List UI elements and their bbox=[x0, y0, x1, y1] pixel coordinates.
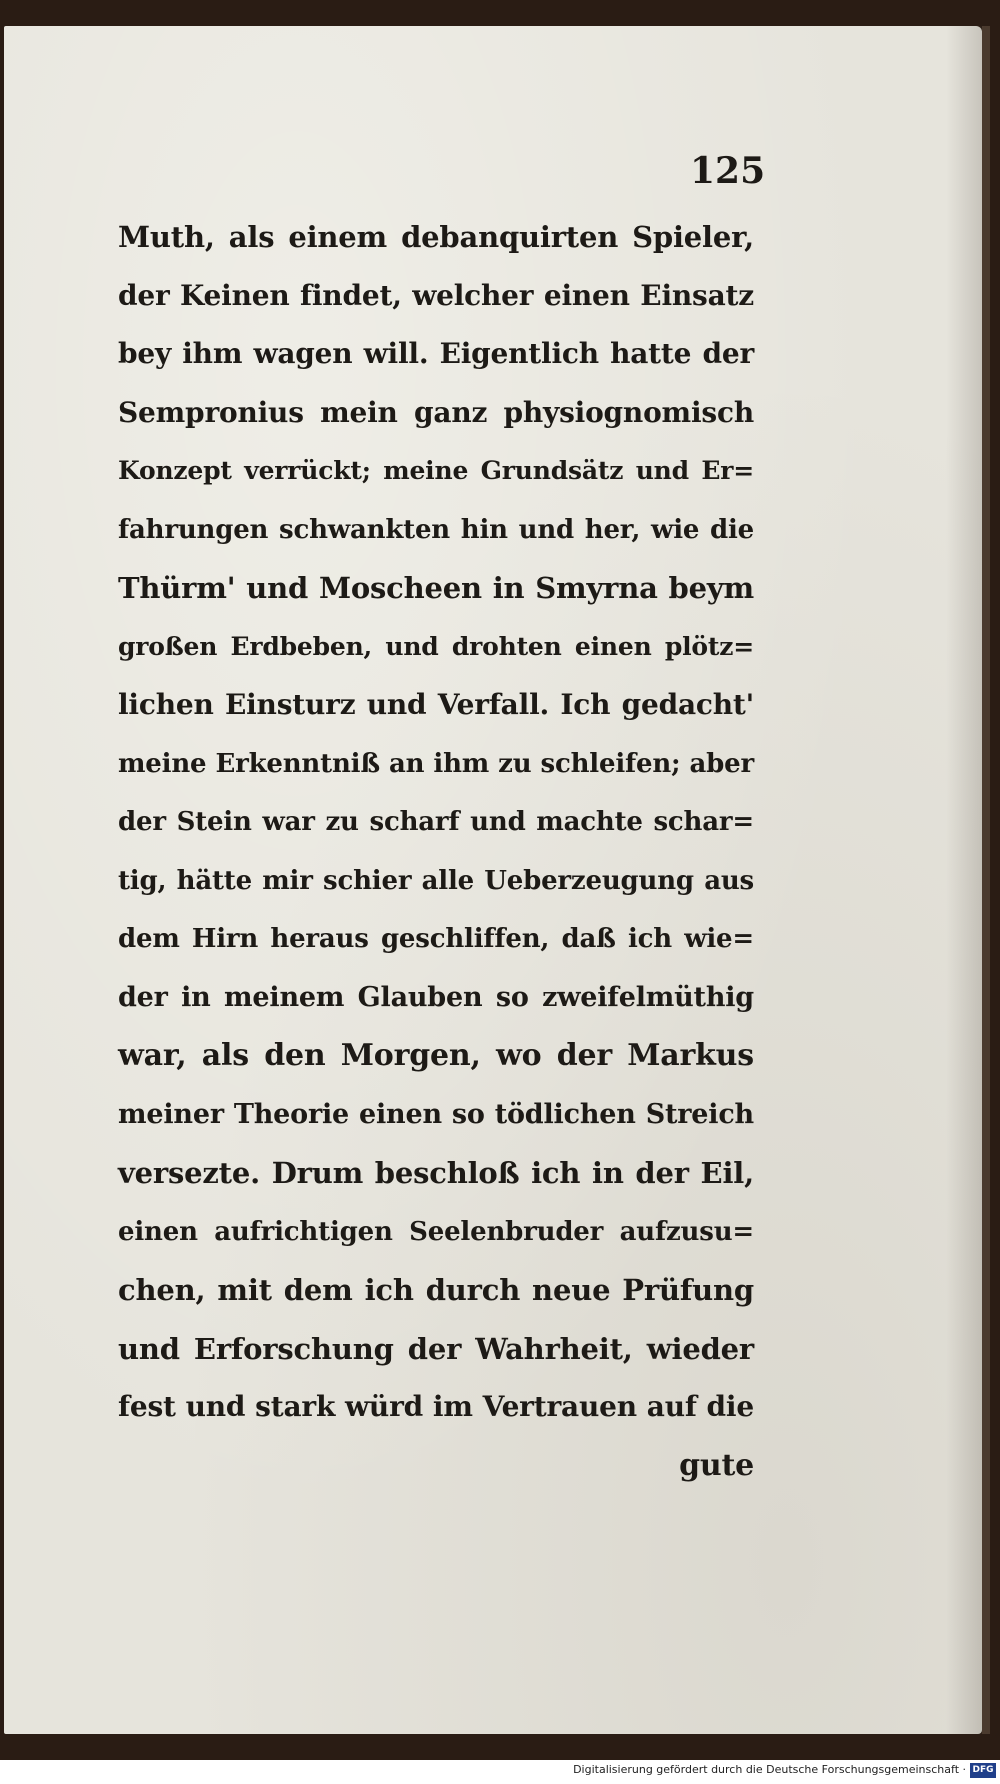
text-line: Sempronius mein ganz physiognomisch bbox=[118, 395, 754, 429]
page-edge bbox=[982, 26, 990, 1734]
text-line: der Keinen findet, welcher einen Einsatz bbox=[118, 278, 754, 312]
catchword: gute bbox=[679, 1447, 754, 1483]
text-line: chen, mit dem ich durch neue Prüfung bbox=[118, 1273, 754, 1307]
page-shadow bbox=[946, 26, 982, 1734]
text-line: war, als den Morgen, wo der Markus bbox=[118, 1038, 754, 1073]
page-text bbox=[118, 208, 754, 1495]
dfg-logo: DFG bbox=[970, 1763, 996, 1778]
digitization-footer bbox=[0, 1760, 1000, 1784]
text-line: einen aufrichtigen Seelenbruder aufzusu= bbox=[118, 1216, 754, 1247]
text-line: dem Hirn heraus geschliffen, daß ich wie= bbox=[118, 924, 754, 954]
text-line: Muth, als einem debanquirten Spieler, bbox=[118, 220, 754, 254]
text-line: Konzept verrückt; meine Grundsätz und Er= bbox=[118, 456, 754, 485]
text-line: der Stein war zu scharf und machte schar= bbox=[118, 807, 754, 837]
text-line: und Erforschung der Wahrheit, wieder bbox=[118, 1331, 754, 1366]
text-line: meine Erkenntniß an ihm zu schleifen; aber bbox=[118, 748, 754, 779]
text-line: fahrungen schwankten hin und her, wie die bbox=[118, 514, 754, 545]
text-line: Thürm' und Moscheen in Smyrna beym bbox=[118, 571, 754, 605]
text-line: großen Erdbeben, und drohten einen plötz= bbox=[118, 631, 754, 661]
text-line: meiner Theorie einen so tödlichen Streich bbox=[118, 1098, 754, 1130]
page-number: 125 bbox=[690, 150, 766, 192]
text-line: lichen Einsturz und Verfall. Ich gedacht' bbox=[118, 688, 754, 721]
text-line: fest und stark würd im Vertrauen auf die bbox=[118, 1390, 754, 1423]
text-line: versezte. Drum beschloß ich in der Eil, bbox=[118, 1156, 754, 1190]
text-line: bey ihm wagen will. Eigentlich hatte der bbox=[118, 337, 754, 370]
text-line: tig, hätte mir schier alle Ueberzeugung aus bbox=[118, 865, 754, 896]
funding-notice: Digitalisierung gefördert durch die Deutsche Forschungsgemeinschaft · bbox=[573, 1763, 966, 1776]
text-line: der in meinem Glauben so zweifelmüthig bbox=[118, 981, 754, 1013]
